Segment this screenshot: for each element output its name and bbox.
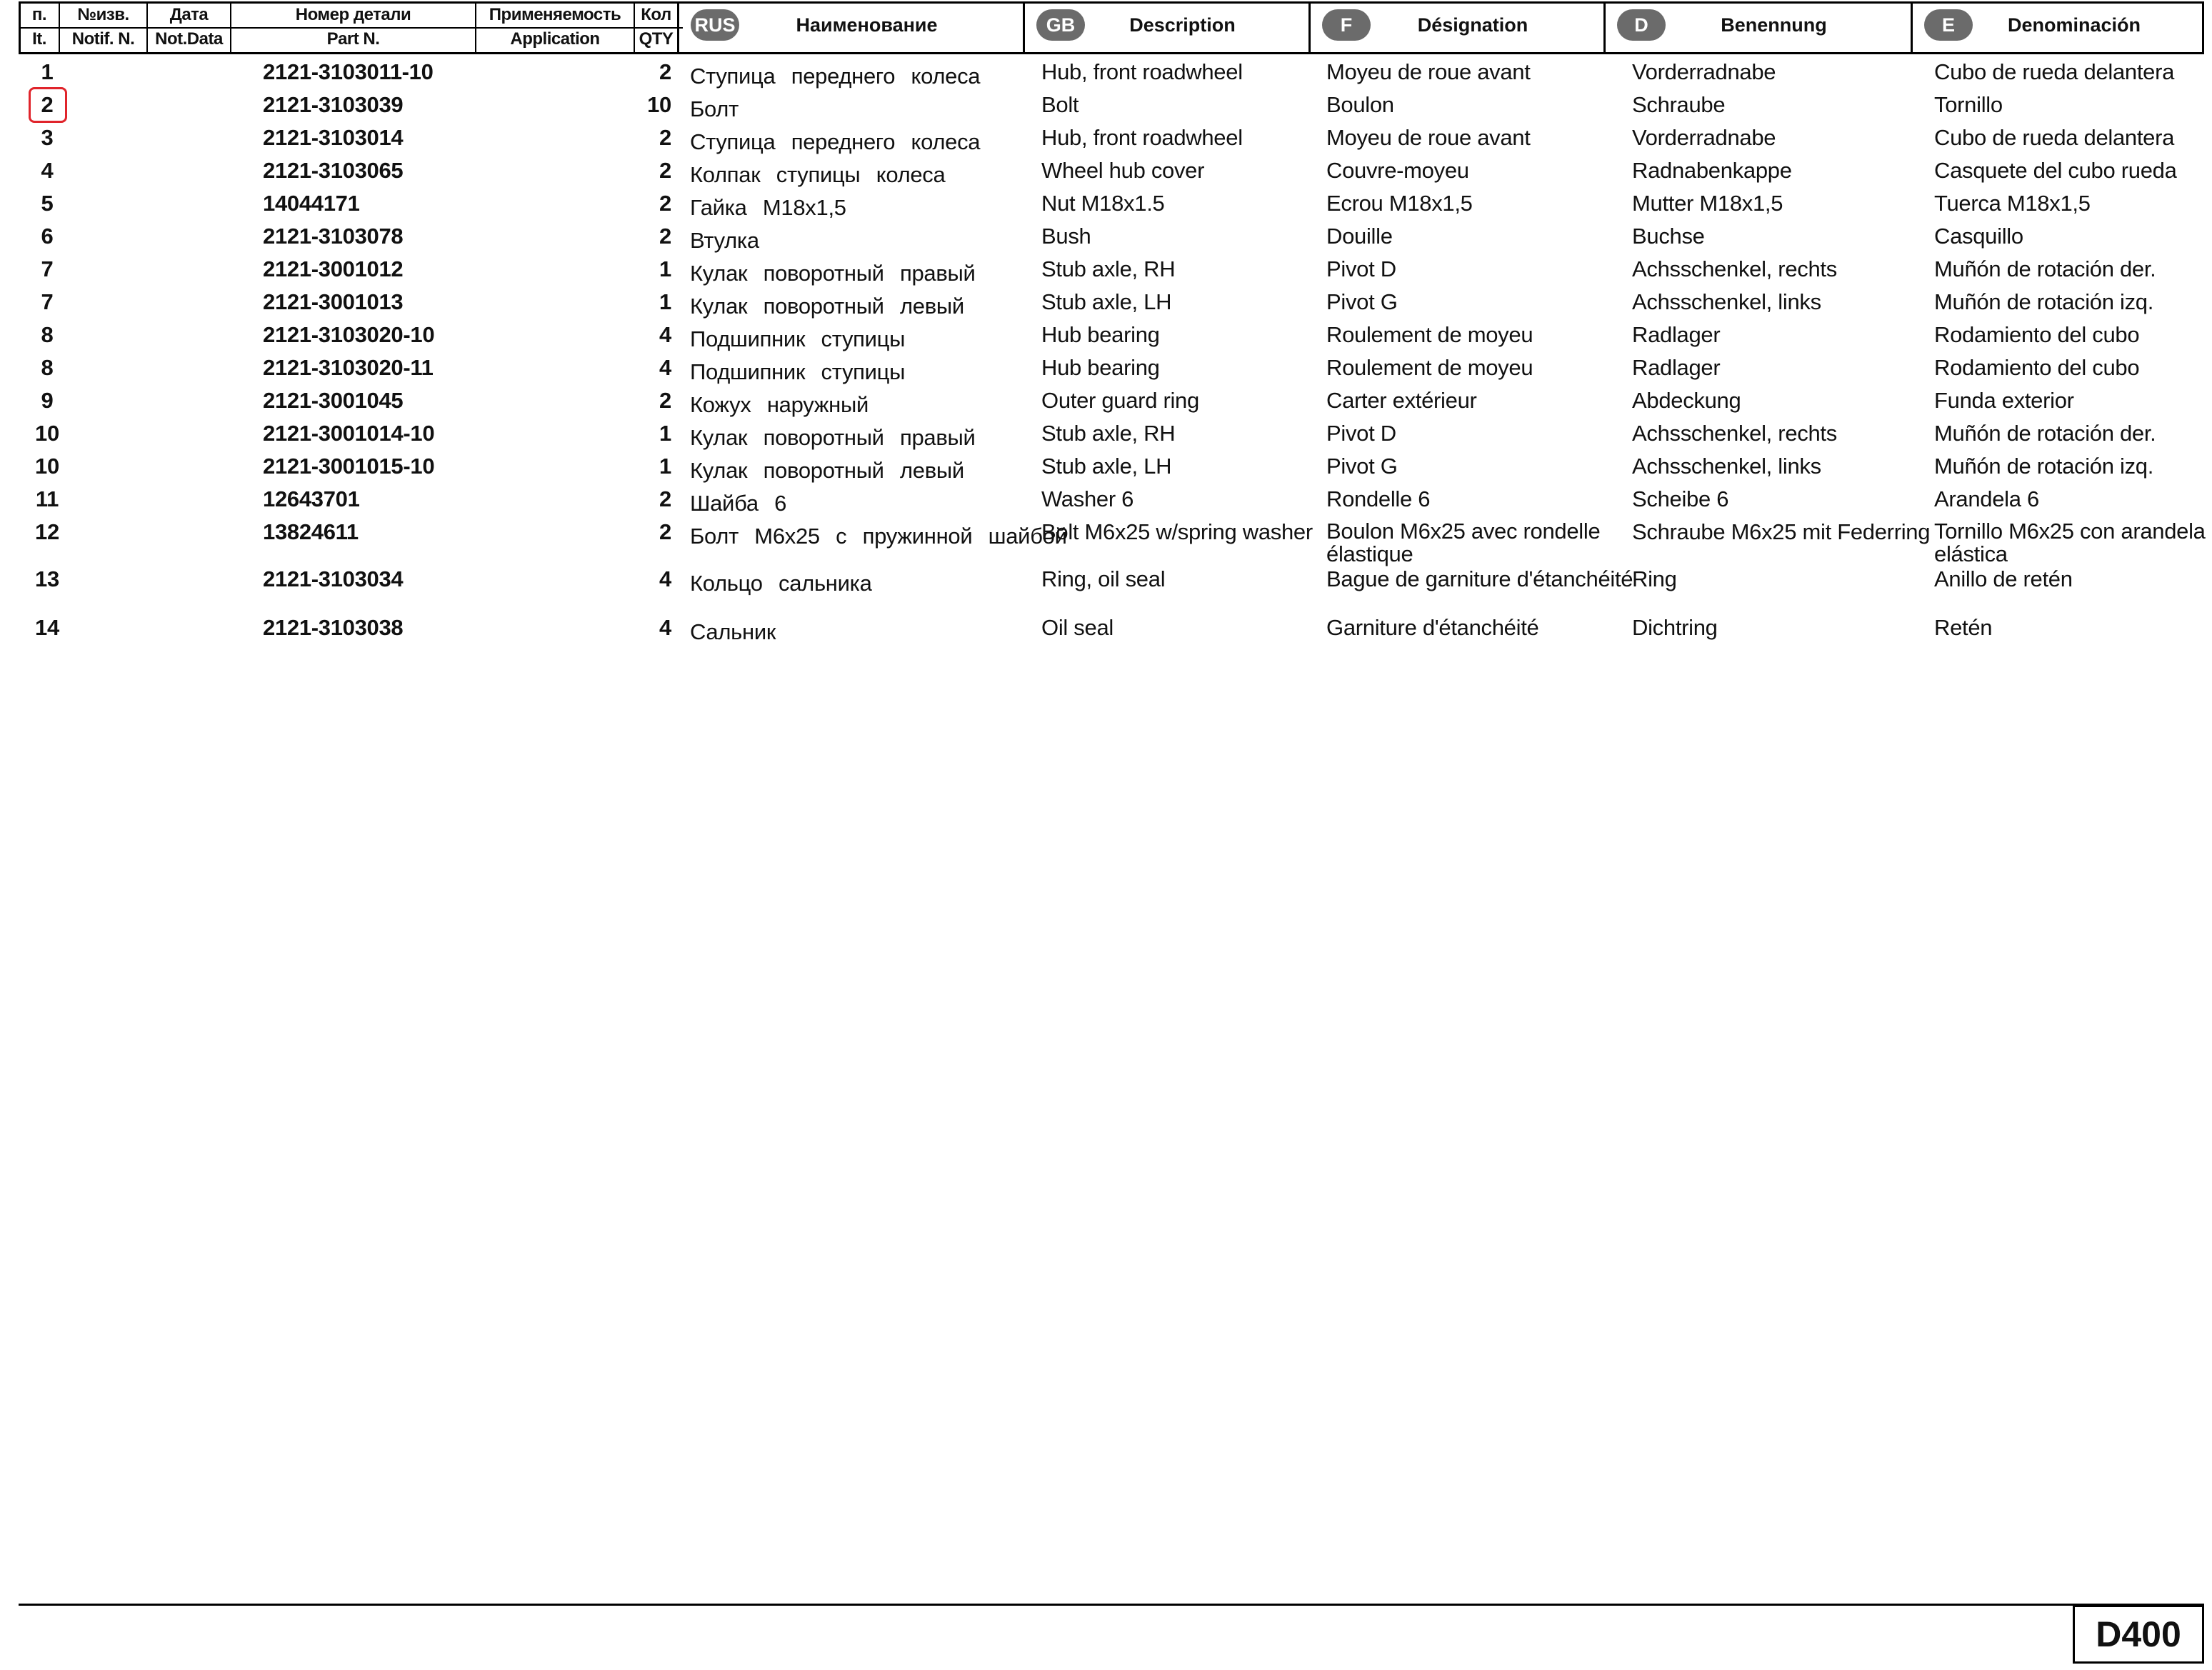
item-number: 12 [35, 519, 59, 544]
name-gb: Outer guard ring [1041, 388, 1199, 413]
name-es: Muñón de rotación izq. [1934, 289, 2154, 314]
name-gb: Oil seal [1041, 615, 1113, 640]
name-de: Radnabenkappe [1632, 158, 1792, 183]
header-notif-ru: №изв. [77, 5, 129, 24]
table-row [0, 616, 2212, 649]
name-fr: Pivot D [1326, 256, 1396, 281]
name-gb: Stub axle, LH [1041, 289, 1172, 314]
quantity: 2 [659, 59, 671, 84]
table-row [0, 60, 2212, 93]
lang-title-e: Denominación [2007, 14, 2141, 36]
item-number: 5 [41, 191, 54, 216]
item-number: 9 [41, 388, 54, 413]
part-number: 2121-3001012 [263, 256, 404, 281]
item-number: 7 [41, 289, 54, 314]
name-rus: Шайба 6 [690, 491, 787, 516]
part-number: 2121-3103011-10 [263, 59, 434, 84]
header-part-ru: Номер детали [295, 5, 411, 24]
name-es: Rodamiento del cubo [1934, 355, 2140, 380]
name-rus: Кулак поворотный левый [690, 294, 964, 319]
name-de: Achsschenkel, links [1632, 289, 1821, 314]
name-fr: Garniture d'étanchéité [1326, 615, 1539, 640]
name-es: Muñón de rotación der. [1934, 256, 2156, 281]
name-rus: Болт [690, 96, 739, 121]
lang-badge-f: F [1322, 9, 1371, 41]
item-number: 3 [41, 125, 54, 150]
part-number: 13824611 [263, 519, 359, 544]
part-number: 2121-3103039 [263, 92, 404, 117]
lang-header-rus [679, 0, 1023, 50]
name-es: Cubo de rueda delantera [1934, 125, 2175, 150]
lang-badge-d: D [1617, 9, 1666, 41]
quantity: 4 [659, 322, 671, 347]
header-date-en: Not.Data [155, 29, 223, 49]
item-number: 4 [41, 158, 54, 183]
name-de: Vorderradnabe [1632, 125, 1776, 150]
part-number: 2121-3103065 [263, 158, 404, 183]
quantity: 1 [659, 421, 671, 446]
name-rus: Ступица переднего колеса [690, 129, 981, 154]
name-fr: Boulon M6x25 avec rondelle élastique [1326, 519, 1601, 566]
name-de: Scheibe 6 [1632, 486, 1729, 511]
quantity: 2 [659, 191, 671, 216]
name-gb: Bolt M6x25 w/spring washer [1041, 519, 1313, 544]
table-row [0, 224, 2212, 257]
header-part-en: Part N. [326, 29, 380, 49]
lang-title-rus: Наименование [796, 14, 938, 36]
lang-title-f: Désignation [1417, 14, 1528, 36]
header-application-ru: Применяемость [489, 5, 621, 24]
item-highlight-marker[interactable] [29, 87, 67, 123]
lang-header-f [1311, 0, 1603, 50]
name-fr: Pivot G [1326, 289, 1398, 314]
table-row [0, 389, 2212, 421]
part-number: 2121-3103078 [263, 224, 404, 249]
item-number: 8 [41, 355, 54, 380]
name-fr: Bague de garniture d'étanchéité [1326, 566, 1633, 591]
name-de: Achsschenkel, rechts [1632, 256, 1837, 281]
name-es: Casquete del cubo rueda [1934, 158, 2177, 183]
table-row [0, 93, 2212, 126]
name-rus: Подшипник ступицы [690, 359, 906, 384]
table-row [0, 159, 2212, 191]
name-es: Anillo de retén [1934, 566, 2073, 591]
table-row [0, 567, 2212, 600]
quantity: 1 [659, 289, 671, 314]
part-number: 12643701 [263, 486, 360, 511]
item-number: 10 [35, 454, 59, 479]
table-row [0, 519, 2212, 566]
name-de: Vorderradnabe [1632, 59, 1776, 84]
name-gb: Hub bearing [1041, 322, 1160, 347]
item-number: 1 [41, 59, 54, 84]
name-fr: Roulement de moyeu [1326, 322, 1533, 347]
name-gb: Hub, front roadwheel [1041, 125, 1243, 150]
quantity: 2 [659, 519, 671, 544]
name-de: Abdeckung [1632, 388, 1741, 413]
name-gb: Stub axle, RH [1041, 256, 1176, 281]
name-de: Radlager [1632, 322, 1721, 347]
item-number: 10 [35, 421, 59, 446]
part-number: 2121-3103038 [263, 615, 404, 640]
item-number: 8 [41, 322, 54, 347]
header-qty-ru: Кол [641, 5, 671, 24]
table-row [0, 323, 2212, 356]
quantity: 10 [647, 92, 671, 117]
header-qty-en: QTY [639, 29, 674, 49]
header-item-ru: п. [31, 5, 47, 24]
name-rus: Кулак поворотный правый [690, 425, 976, 450]
name-fr: Boulon [1326, 92, 1394, 117]
name-gb: Ring, oil seal [1041, 566, 1166, 591]
quantity: 4 [659, 566, 671, 591]
quantity: 2 [659, 486, 671, 511]
item-number: 7 [41, 256, 54, 281]
name-gb: Washer 6 [1041, 486, 1134, 511]
part-number: 14044171 [263, 191, 360, 216]
name-rus: Сальник [690, 619, 776, 644]
part-number: 2121-3103014 [263, 125, 404, 150]
table-row [0, 257, 2212, 290]
name-es: Tuerca M18x1,5 [1934, 191, 2091, 216]
name-rus: Гайка M18x1,5 [690, 195, 846, 220]
name-rus: Кожух наружный [690, 392, 869, 417]
name-gb: Wheel hub cover [1041, 158, 1205, 183]
part-number: 2121-3001015-10 [263, 454, 435, 479]
header-item-en: It. [32, 29, 46, 49]
lang-badge-rus: RUS [691, 9, 739, 41]
name-fr: Pivot G [1326, 454, 1398, 479]
item-number: 14 [35, 615, 59, 640]
item-number: 11 [35, 486, 59, 511]
name-de: Achsschenkel, links [1632, 454, 1821, 479]
name-gb: Bolt [1041, 92, 1079, 117]
part-number: 2121-3001013 [263, 289, 404, 314]
name-es: Funda exterior [1934, 388, 2074, 413]
lang-header-d [1606, 0, 1911, 50]
lang-badge-e: E [1924, 9, 1973, 41]
quantity: 4 [659, 355, 671, 380]
name-es: Arandela 6 [1934, 486, 2039, 511]
name-gb: Stub axle, LH [1041, 454, 1172, 479]
name-de: Radlager [1632, 355, 1721, 380]
lang-header-gb [1025, 0, 1308, 50]
part-number: 2121-3001045 [263, 388, 404, 413]
name-gb: Hub bearing [1041, 355, 1160, 380]
name-rus: Ступица переднего колеса [690, 64, 981, 89]
name-es: Casquillo [1934, 224, 2023, 249]
table-row [0, 487, 2212, 520]
name-rus: Кулак поворотный правый [690, 261, 976, 286]
name-rus: Подшипник ступицы [690, 326, 906, 351]
quantity: 2 [659, 224, 671, 249]
name-gb: Stub axle, RH [1041, 421, 1176, 446]
name-rus: Кольцо сальника [690, 571, 872, 596]
name-rus: Втулка [690, 228, 759, 253]
item-number: 13 [35, 566, 59, 591]
name-fr: Pivot D [1326, 421, 1396, 446]
name-rus: Колпак ступицы колеса [690, 162, 946, 187]
table-row [0, 126, 2212, 159]
name-fr: Carter extérieur [1326, 388, 1477, 413]
page-code: D400 [2073, 1605, 2204, 1664]
name-de: Buchse [1632, 224, 1705, 249]
name-de: Achsschenkel, rechts [1632, 421, 1837, 446]
name-es: Tornillo [1934, 92, 2003, 117]
name-de: Schraube M6x25 mit Federring [1632, 519, 1931, 544]
name-de: Schraube [1632, 92, 1726, 117]
name-es: Rodamiento del cubo [1934, 322, 2140, 347]
item-number: 6 [41, 224, 54, 249]
name-fr: Rondelle 6 [1326, 486, 1431, 511]
lang-title-gb: Description [1129, 14, 1236, 36]
part-number: 2121-3103020-11 [263, 355, 434, 380]
header-date-ru: Дата [169, 5, 209, 24]
table-row [0, 454, 2212, 487]
name-es: Retén [1934, 615, 1993, 640]
name-fr: Moyeu de roue avant [1326, 125, 1531, 150]
name-es: Cubo de rueda delantera [1934, 59, 2175, 84]
part-number: 2121-3001014-10 [263, 421, 435, 446]
quantity: 2 [659, 158, 671, 183]
name-gb: Hub, front roadwheel [1041, 59, 1243, 84]
name-gb: Bush [1041, 224, 1091, 249]
quantity: 2 [659, 125, 671, 150]
name-fr: Moyeu de roue avant [1326, 59, 1531, 84]
lang-title-d: Benennung [1721, 14, 1827, 36]
quantity: 4 [659, 615, 671, 640]
name-rus: Болт M6x25 с пружинной шайбой [690, 524, 1067, 549]
header-notif-en: Notif. N. [71, 29, 135, 49]
header-application-en: Application [510, 29, 600, 49]
name-de: Dichtring [1632, 615, 1718, 640]
name-gb: Nut M18x1.5 [1041, 191, 1165, 216]
table-row [0, 191, 2212, 224]
name-fr: Couvre-moyeu [1326, 158, 1469, 183]
part-number: 2121-3103020-10 [263, 322, 435, 347]
table-row [0, 290, 2212, 323]
table-row [0, 421, 2212, 454]
lang-badge-gb: GB [1036, 9, 1085, 41]
quantity: 1 [659, 454, 671, 479]
name-fr: Ecrou M18x1,5 [1326, 191, 1473, 216]
part-number: 2121-3103034 [263, 566, 404, 591]
name-de: Mutter M18x1,5 [1632, 191, 1783, 216]
name-es: Muñón de rotación der. [1934, 421, 2156, 446]
name-es: Tornillo M6x25 con arandela elástica [1934, 519, 2206, 566]
footer-rule [19, 1604, 2204, 1606]
name-rus: Кулак поворотный левый [690, 458, 964, 483]
name-de: Ring [1632, 566, 1677, 591]
name-es: Muñón de rotación izq. [1934, 454, 2154, 479]
quantity: 2 [659, 388, 671, 413]
table-row [0, 356, 2212, 389]
name-fr: Douille [1326, 224, 1393, 249]
name-fr: Roulement de moyeu [1326, 355, 1533, 380]
quantity: 1 [659, 256, 671, 281]
item-number: 2 [41, 92, 54, 117]
lang-header-e [1913, 0, 2204, 50]
